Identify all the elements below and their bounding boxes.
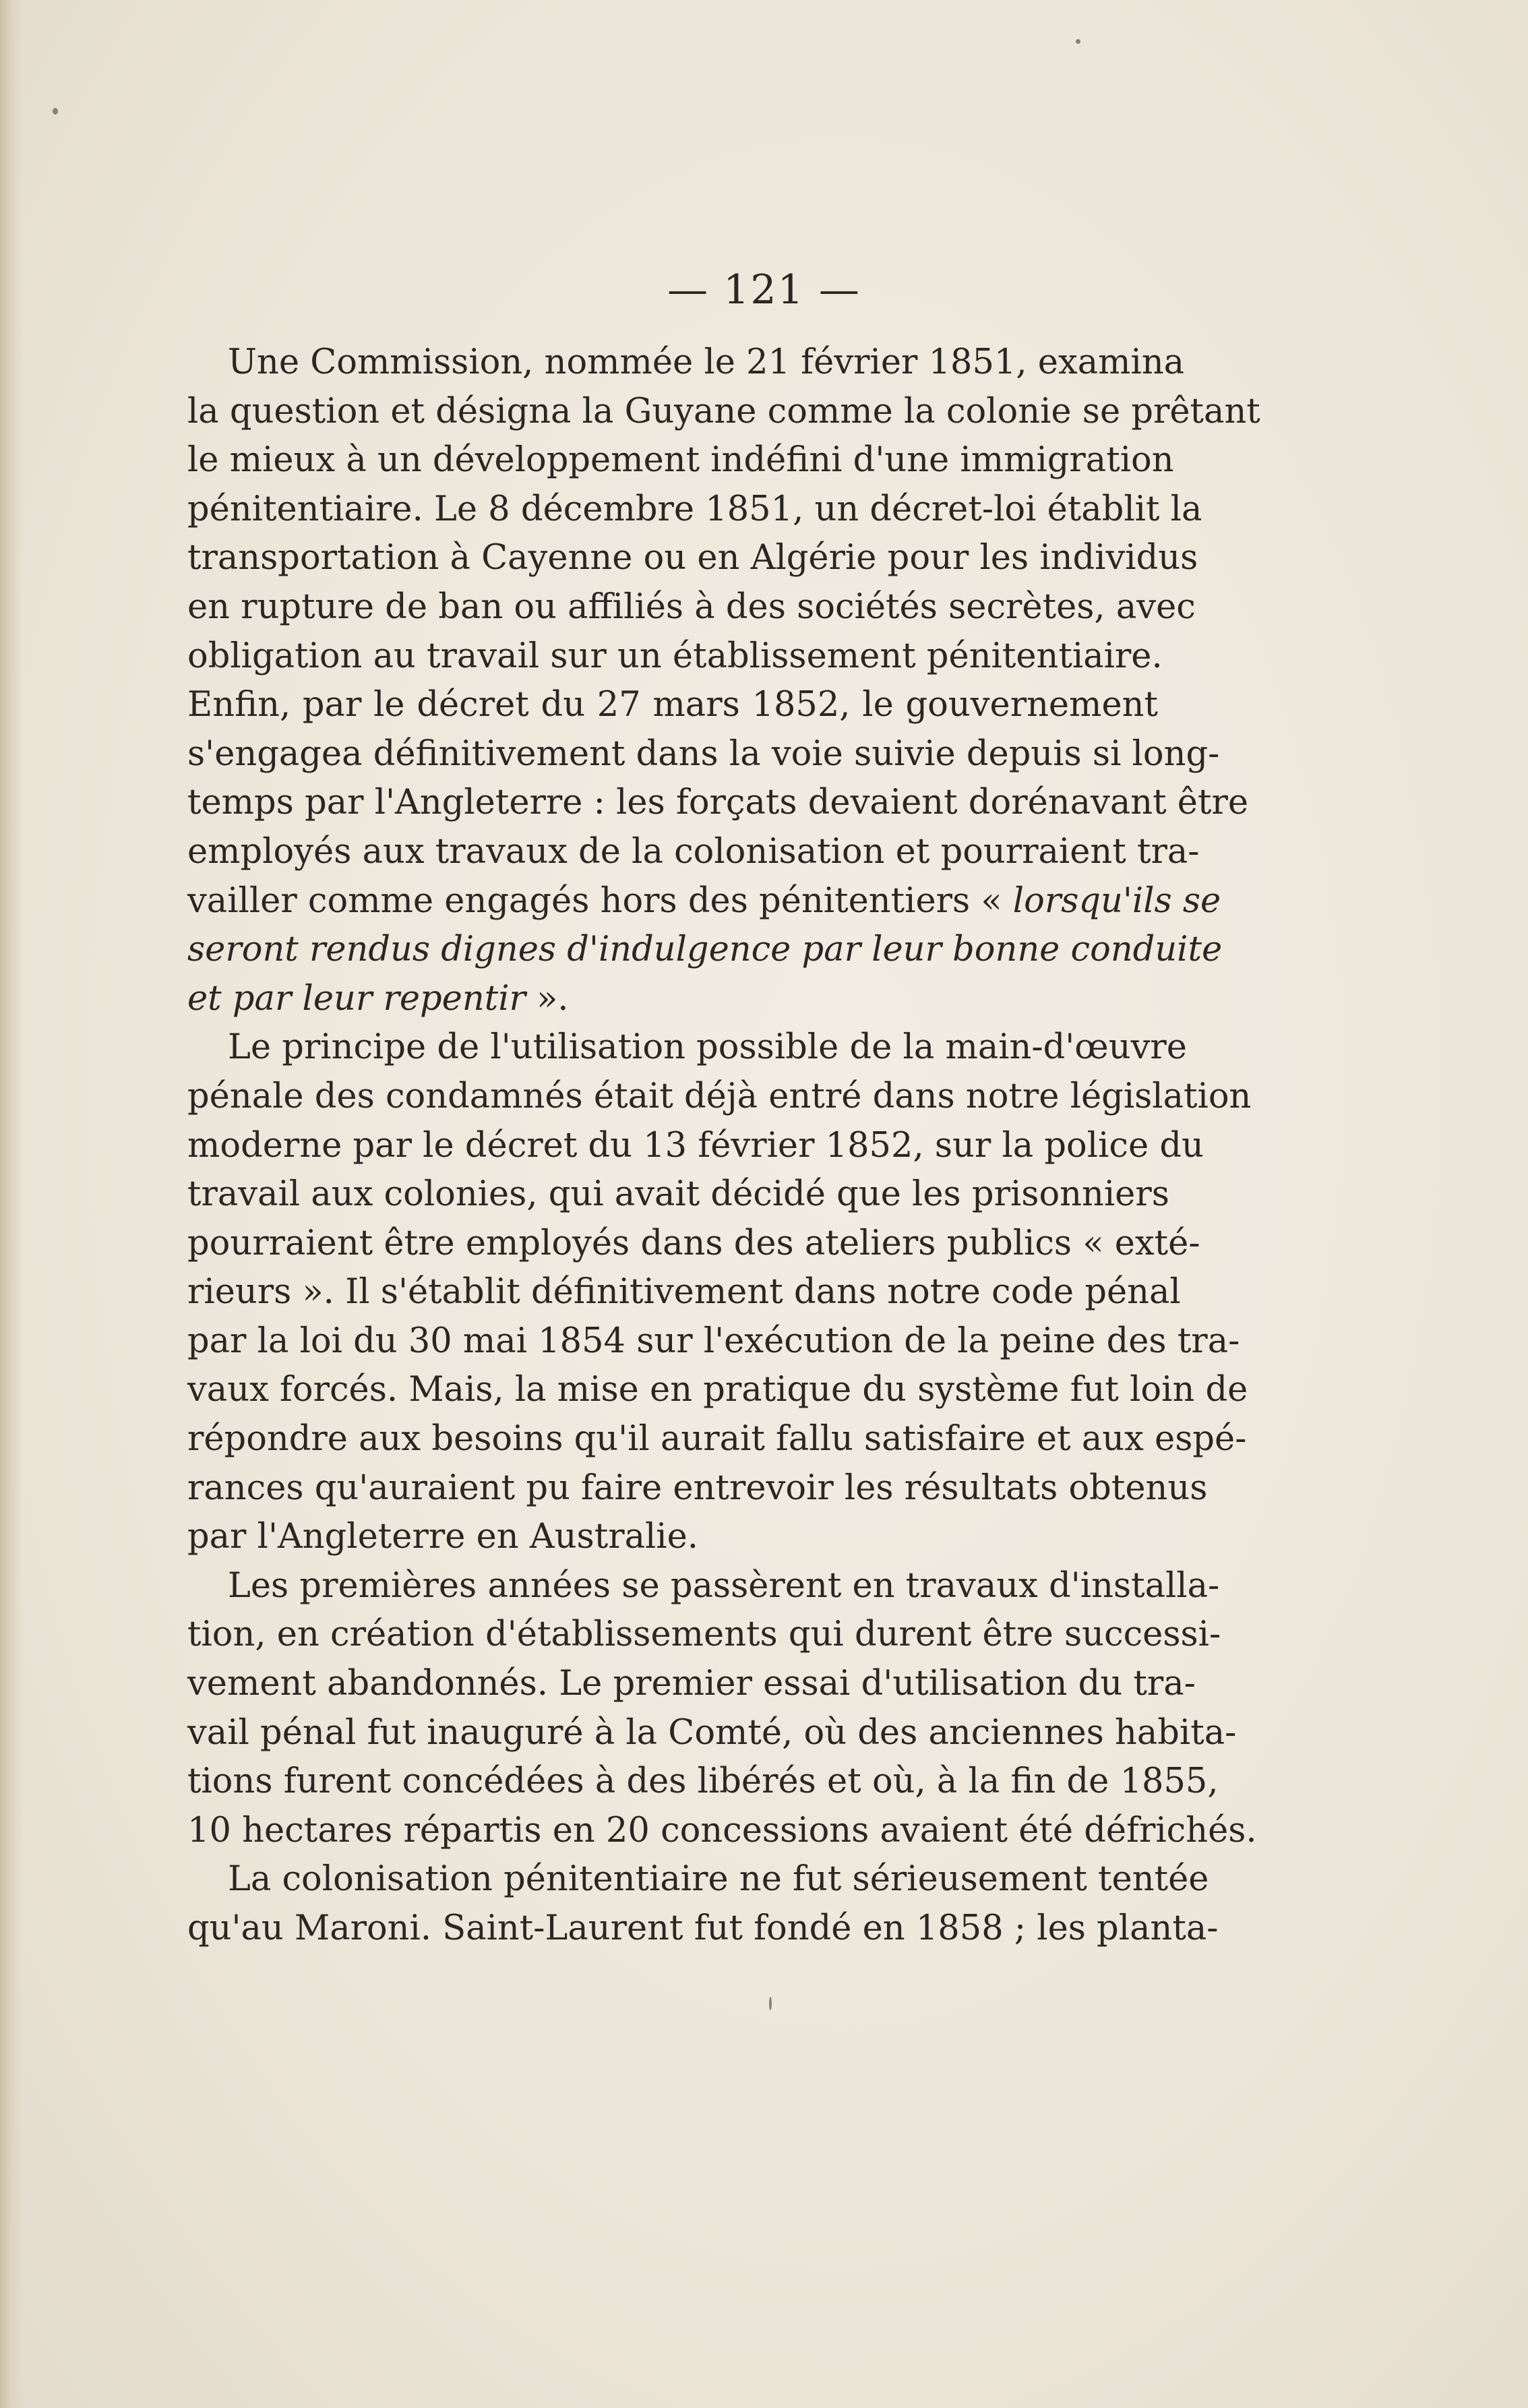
text-line: s'engagea définitivement dans la voie suivie depuis si long- (187, 733, 1220, 774)
text-line: vement abandonnés. Le premier essai d'utilisation du tra- (187, 1664, 1196, 1704)
text-line: La colonisation pénitentiaire ne fut sérieusement tentée (228, 1859, 1209, 1900)
paper-speck (1076, 39, 1080, 44)
quote-italic-line: seront rendus dignes d'indulgence par leur bonne conduite (187, 930, 1223, 970)
text-line-mixed (187, 975, 1158, 1024)
paper-speck (769, 1997, 772, 2010)
text-line: Une Commission, nommée le 21 février 1851, examina (228, 342, 1185, 382)
text-line: par l'Angleterre en Australie. (187, 1517, 699, 1557)
text-line: en rupture de ban ou affiliés à des sociétés secrètes, avec (187, 586, 1196, 627)
text-line: pourraient être employés dans des ateliers publics « exté- (187, 1223, 1200, 1263)
text-line-mixed (187, 877, 1221, 926)
quote-italic: lorsqu'ils se (1012, 880, 1221, 921)
text-line: Le principe de l'utilisation possible de la main-d'œuvre (228, 1027, 1187, 1068)
quote-italic: et par leur repentir (187, 978, 526, 1019)
text-line: rieurs ». Il s'établit définitivement dans notre code pénal (187, 1272, 1181, 1313)
text-line: tion, en création d'établissements qui durent être successi- (187, 1615, 1221, 1655)
page-number: — 121 — (667, 266, 861, 313)
body-text (187, 338, 1260, 1954)
text-line: tions furent concédées à des libérés et où, à la fin de 1855, (187, 1762, 1219, 1802)
text-line: Enfin, par le décret du 27 mars 1852, le gouvernement (187, 685, 1158, 725)
text-line: Les premières années se passèrent en travaux d'installa- (228, 1565, 1220, 1606)
text-line: vaux forcés. Mais, la mise en pratique du système fut loin de (187, 1370, 1248, 1410)
text-line: par la loi du 30 mai 1854 sur l'exécution de la peine des tra- (187, 1321, 1240, 1361)
text-line-roman: vailler comme engagés hors des pénitentiers « (187, 880, 1013, 921)
text-line: pénitentiaire. Le 8 décembre 1851, un décret-loi établit la (187, 489, 1202, 529)
text-line: pénale des condamnés était déjà entré dans notre législation (187, 1076, 1252, 1116)
text-line: vail pénal fut inauguré à la Comté, où des anciennes habita- (187, 1712, 1237, 1753)
text-line: le mieux à un développement indéfini d'une immigration (187, 440, 1174, 481)
text-line: moderne par le décret du 13 février 1852, sur la police du (187, 1125, 1204, 1166)
text-line: la question et désigna la Guyane comme la colonie se prêtant (187, 391, 1260, 431)
paper-speck (53, 108, 58, 115)
text-line: transportation à Cayenne ou en Algérie pour les individus (187, 538, 1198, 578)
binding-edge-shadow (0, 0, 23, 2408)
text-line: 10 hectares répartis en 20 concessions avaient été défrichés. (187, 1810, 1257, 1850)
text-line: temps par l'Angleterre : les forçats devaient dorénavant être (187, 783, 1249, 823)
text-line: travail aux colonies, qui avait décidé que les prisonniers (187, 1174, 1169, 1215)
text-line: employés aux travaux de la colonisation et pourraient tra- (187, 831, 1200, 872)
text-line: répondre aux besoins qu'il aurait fallu satisfaire et aux espé- (187, 1419, 1247, 1459)
quote-close: ». (525, 978, 569, 1019)
text-line: rances qu'auraient pu faire entrevoir les résultats obtenus (187, 1468, 1208, 1508)
text-line: qu'au Maroni. Saint-Laurent fut fondé en 1858 ; les planta- (187, 1908, 1219, 1948)
text-line: obligation au travail sur un établissement pénitentiaire. (187, 636, 1163, 676)
